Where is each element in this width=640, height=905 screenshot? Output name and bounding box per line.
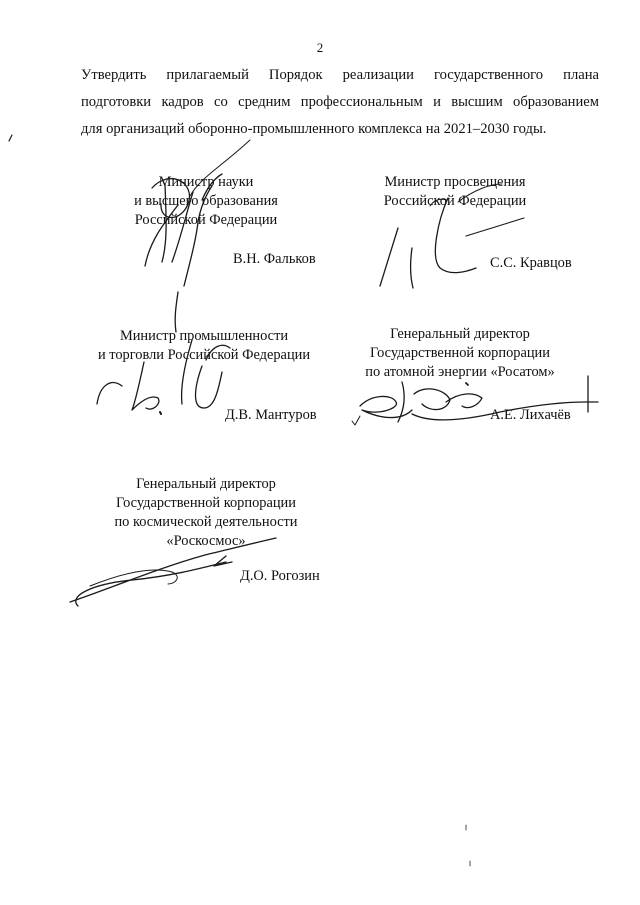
- title-line: Российской Федерации: [383, 193, 527, 209]
- intro-line-1: Утвердить прилагаемый Порядок реализации государственного плана: [81, 67, 599, 83]
- title-line: и торговли Российской Федерации: [97, 347, 311, 363]
- signatory-title: [365, 173, 545, 211]
- signatory-name-manturov: Д.В. Мантуров: [225, 407, 317, 423]
- intro-line-2: подготовки кадров со средним профессиональным и высшим образованием: [81, 94, 599, 110]
- title-line: Государственной корпорации: [116, 495, 296, 511]
- title-line: Государственной корпорации: [370, 345, 550, 361]
- title-line: «Роскосмос»: [166, 533, 246, 549]
- title-line: по атомной энергии «Росатом»: [365, 364, 555, 380]
- signatory-title: [100, 475, 312, 551]
- title-line: Министр промышленности: [119, 328, 289, 344]
- title-line: Российской Федерации: [134, 212, 278, 228]
- signatory-title: [111, 173, 301, 230]
- title-line: по космической деятельности: [114, 514, 298, 530]
- signature-block-education-minister: [365, 173, 545, 211]
- title-line: Министр науки: [158, 174, 254, 190]
- signature-block-rosatom-director: [350, 325, 570, 382]
- scan-mark: [352, 416, 360, 425]
- title-line: Генеральный директор: [136, 476, 276, 492]
- signatory-name-kravtsov: С.С. Кравцов: [490, 255, 572, 271]
- signatory-name-falkov: В.Н. Фальков: [233, 251, 316, 267]
- title-line: Генеральный директор: [390, 326, 530, 342]
- signature-block-industry-minister: [88, 327, 320, 365]
- title-line: Министр просвещения: [384, 174, 526, 190]
- signature-block-roscosmos-director: [100, 475, 312, 551]
- scan-mark: [9, 135, 12, 141]
- signatory-title: [350, 325, 570, 382]
- signatory-name-rogozin: Д.О. Рогозин: [240, 568, 320, 584]
- signature-block-science-minister: [111, 173, 301, 230]
- intro-paragraph: [81, 62, 599, 143]
- signature-falkov: [145, 140, 250, 332]
- signatory-name-likhachev: А.Е. Лихачёв: [490, 407, 571, 423]
- page-number: 2: [316, 40, 324, 55]
- signatory-title: [88, 327, 320, 365]
- intro-line-3: для организаций оборонно-промышленного комплекса на 2021–2030 годы.: [81, 121, 547, 137]
- title-line: и высшего образования: [134, 193, 278, 209]
